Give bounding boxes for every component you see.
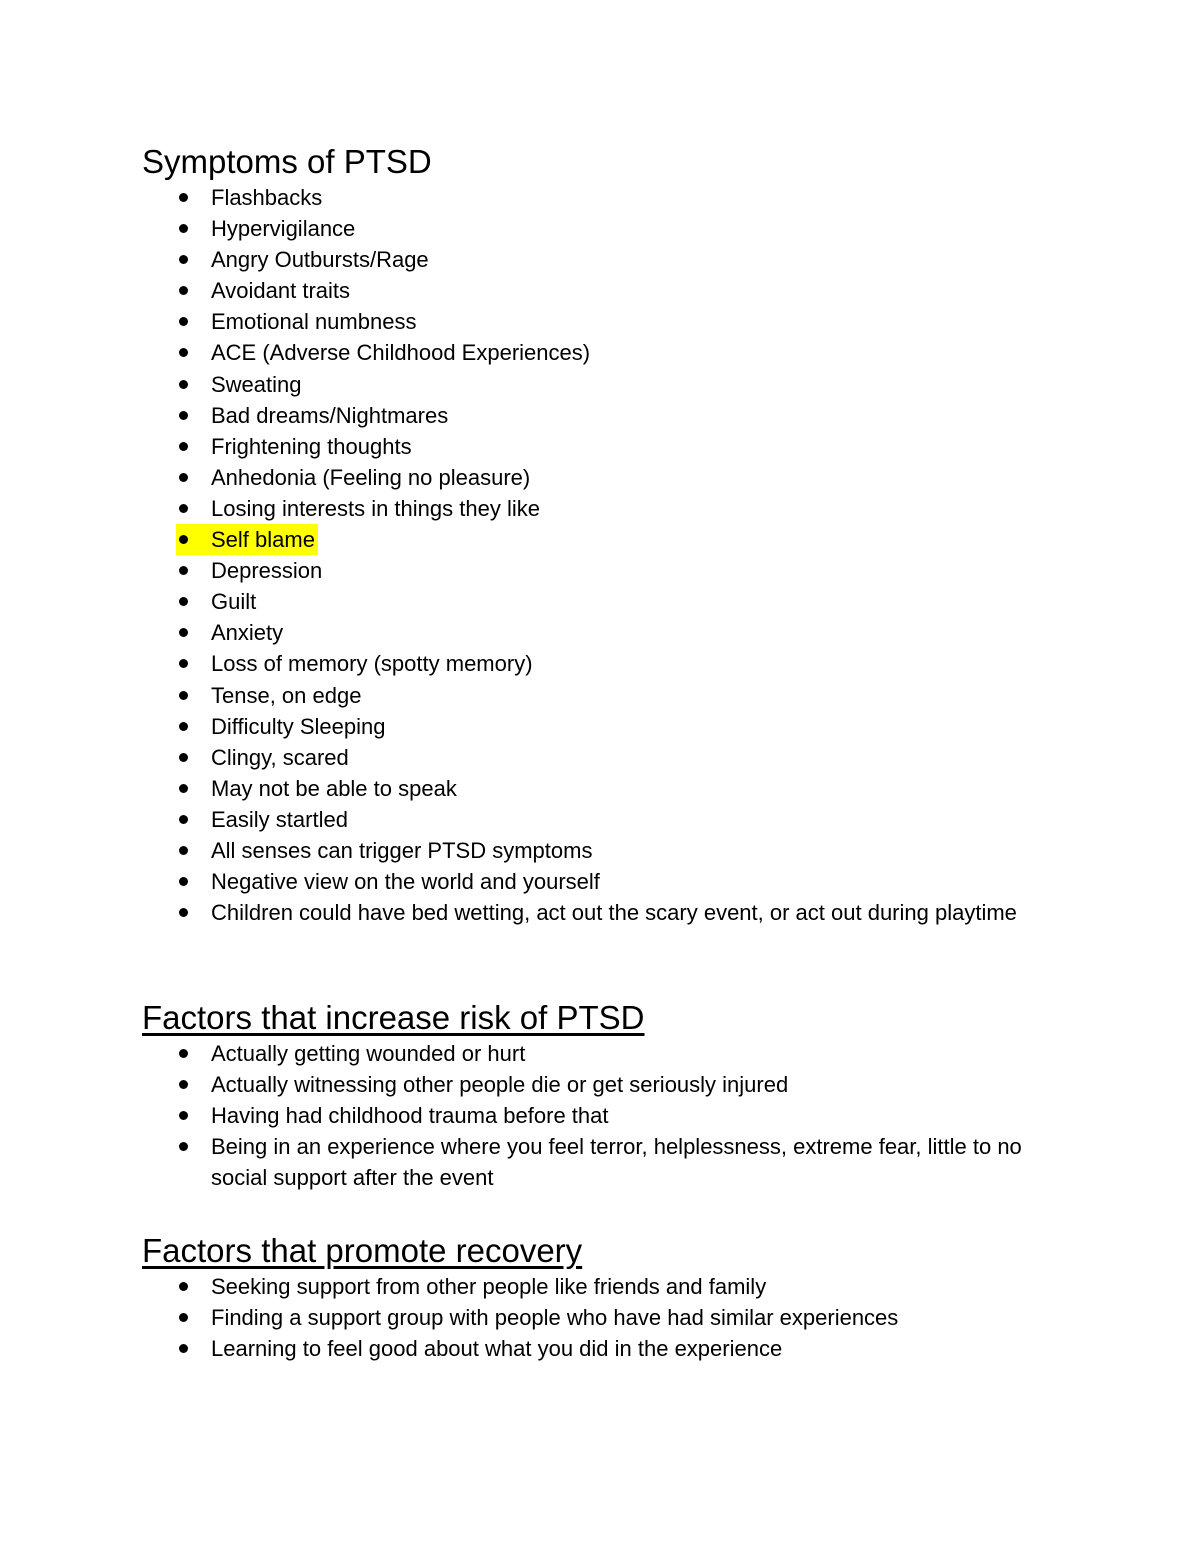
bullet-icon [179, 628, 188, 637]
bullet-icon [179, 535, 188, 544]
bullet-icon [179, 1282, 188, 1291]
recovery-factors-section [142, 1231, 1062, 1364]
bullet-icon [179, 597, 188, 606]
list-item: Anhedonia (Feeling no pleasure) [142, 462, 1062, 493]
list-item: Emotional numbness [142, 306, 1062, 337]
risk-factors-section [142, 998, 1062, 1193]
list-item: ACE (Adverse Childhood Experiences) [142, 337, 1062, 368]
bullet-icon [179, 348, 188, 357]
risk-factors-list [142, 1038, 1062, 1193]
risk-factors-heading: Factors that increase risk of PTSD [142, 999, 645, 1036]
list-item: Seeking support from other people like friends and family [142, 1271, 1062, 1302]
symptoms-section [142, 142, 1062, 928]
list-item: Learning to feel good about what you did in the experience [142, 1333, 1062, 1364]
list-item: Guilt [142, 586, 1062, 617]
bullet-icon [179, 753, 188, 762]
bullet-icon [179, 908, 188, 917]
bullet-icon [179, 846, 188, 855]
bullet-icon [179, 504, 188, 513]
bullet-icon [179, 473, 188, 482]
bullet-icon [179, 411, 188, 420]
bullet-icon [179, 691, 188, 700]
list-item: Anxiety [142, 617, 1062, 648]
list-item: Clingy, scared [142, 742, 1062, 773]
recovery-factors-list [142, 1271, 1062, 1364]
bullet-icon [179, 380, 188, 389]
bullet-icon [179, 722, 188, 731]
symptoms-list [142, 182, 1062, 928]
list-item: Hypervigilance [142, 213, 1062, 244]
bullet-icon [179, 1313, 188, 1322]
list-item: Flashbacks [142, 182, 1062, 213]
list-item: Sweating [142, 369, 1062, 400]
bullet-icon [179, 317, 188, 326]
list-item: Being in an experience where you feel terror, helplessness, extreme fear, little to no social support after the event [142, 1131, 1062, 1193]
list-item: Easily startled [142, 804, 1062, 835]
bullet-icon [179, 1344, 188, 1353]
list-item: Bad dreams/Nightmares [142, 400, 1062, 431]
list-item: Children could have bed wetting, act out the scary event, or act out during playtime [142, 897, 1062, 928]
bullet-icon [179, 1111, 188, 1120]
bullet-icon [179, 193, 188, 202]
highlight-mark: Self blame [176, 524, 318, 555]
list-item: Finding a support group with people who have had similar experiences [142, 1302, 1062, 1333]
list-item: Actually witnessing other people die or get seriously injured [142, 1069, 1062, 1100]
list-item: Depression [142, 555, 1062, 586]
list-item-highlighted [142, 524, 1062, 555]
bullet-icon [179, 877, 188, 886]
list-item: Having had childhood trauma before that [142, 1100, 1062, 1131]
list-item: Difficulty Sleeping [142, 711, 1062, 742]
list-item: Actually getting wounded or hurt [142, 1038, 1062, 1069]
symptoms-heading: Symptoms of PTSD [142, 143, 432, 180]
bullet-icon [179, 1049, 188, 1058]
bullet-icon [179, 442, 188, 451]
recovery-factors-heading: Factors that promote recovery [142, 1232, 583, 1269]
list-item: May not be able to speak [142, 773, 1062, 804]
bullet-icon [179, 286, 188, 295]
bullet-icon [179, 659, 188, 668]
bullet-icon [179, 815, 188, 824]
list-item: Loss of memory (spotty memory) [142, 648, 1062, 679]
list-item: All senses can trigger PTSD symptoms [142, 835, 1062, 866]
bullet-icon [179, 784, 188, 793]
bullet-icon [179, 566, 188, 575]
list-item: Negative view on the world and yourself [142, 866, 1062, 897]
list-item: Frightening thoughts [142, 431, 1062, 462]
list-item: Tense, on edge [142, 680, 1062, 711]
list-item: Angry Outbursts/Rage [142, 244, 1062, 275]
bullet-icon [179, 255, 188, 264]
bullet-icon [179, 1080, 188, 1089]
bullet-icon [179, 1142, 188, 1151]
bullet-icon [179, 224, 188, 233]
list-item: Avoidant traits [142, 275, 1062, 306]
list-item: Losing interests in things they like [142, 493, 1062, 524]
